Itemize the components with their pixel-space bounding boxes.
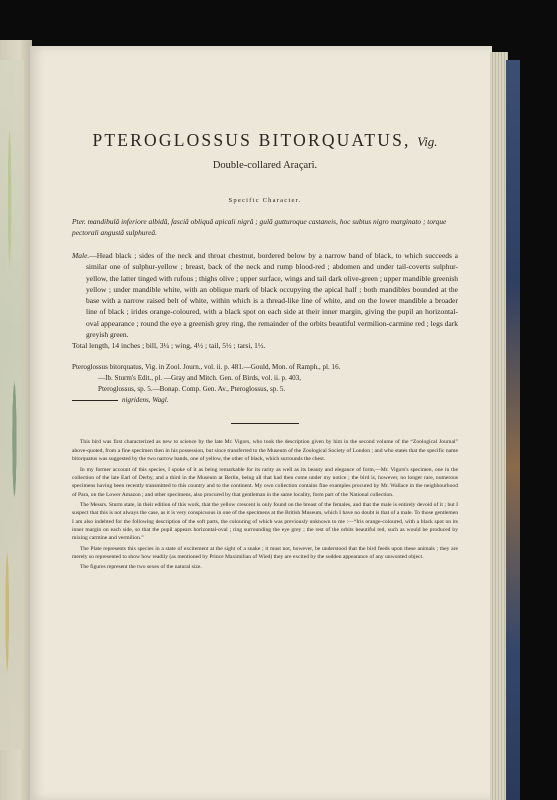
common-name: Double-collared Araçari. (212, 160, 318, 171)
authority: Vig. (417, 134, 438, 149)
facing-plate-illustration (0, 60, 24, 750)
page-text (72, 130, 458, 574)
synonym-line: Pteroglossus, sp. 5.—Bonap. Comp. Gen. Av., Pteroglossus, sp. 5. (98, 385, 286, 394)
measurements: Total length, 14 inches ; bill, 3¼ ; wing, 4½ ; tail, 5½ ; tarsi, 1½. (72, 341, 266, 351)
paragraph: The figures represent the two sexes of the natural size. (80, 564, 202, 571)
sex-label: Male. (72, 251, 90, 260)
body-text (72, 438, 458, 571)
specific-character-label: Specific Character. (228, 197, 302, 204)
ditto-rule (72, 400, 118, 401)
paragraph: This bird was first characterized as new to science by the late Mr. Vigors, who took the description given by him in the second volume of the “Zoological Journal” above-quoted, from a fine specimen then in his possession, but since transferred to the Museum of the Zoological Society of London ; and who states that the specific name bitorquatus was suggested by the two narrow bands, one of yellow, the other of black, which surrounds the chest. (72, 439, 458, 463)
paragraph: In my former account of this species, I spoke of it as being remarkable for its rarity as well as its beauty and elegance of form,—Mr. Vigors's specimen, one in the collection of the late Earl of Derby, and a third in the Museum at Berlin, being all that had then come under my notice ; the bird is, however, no longer rare, numerous specimens having been recently transmitted to this country and to the continent. My own collection contains fine examples procured by Mr. Wallace in the neighbourhood of Para, on the Lower Amazon ; and other specimens, also procured by that gentleman in the same locality, form part of the National collection. (72, 466, 458, 498)
synonym-line: Pteroglossus bitorquatus, Vig. in Zool. Journ., vol. ii. p. 481.—Gould, Mon. of Ramph., pl. 16. (72, 362, 341, 371)
paragraph: The Messrs. Sturm state, in their edition of this work, that the yellow crescent is only found on the breast of the females, and that the male is entirely devoid of it ; but I suspect that this is not always the case, as it is very conspicuous in one of the specimens at the British Museum, which I have no doubt is that of a male. To those gentlemen I am also indebted for the following description of the soft parts, the colouring of which was previously unknown to me :—“Iris orange-coloured, with a black spot on its inner margin on each side, so that the pupil appears horizontal-oval ; ring surrounding the eye grey ; the rest of the orbits beautiful red, such as would be produced by mixing carmine and vermilion.” (72, 501, 458, 542)
description (72, 250, 458, 352)
synonym-line: nigridens, Wagl. (122, 396, 169, 405)
paragraph: The Plate represents this species in a state of excitement at the sight of a snake ; it must not, however, be understood that the bird feeds upon these animals ; they are merely so represented to show how readily (as mentioned by Prince Maximilian of Wied) they are excited by the sudden appearance of any unwonted object. (72, 545, 458, 560)
male-description (72, 250, 458, 340)
section-divider (231, 423, 299, 424)
book-cover-board (506, 60, 520, 800)
species-title (72, 130, 458, 151)
scientific-name: PTEROGLOSSUS BITORQUATUS, (92, 130, 411, 150)
description-text: —Head black ; sides of the neck and throat chestnut, bordered below by a narrow band of black, to which succeeds a similar one of sulphur-yellow ; breast, back of the neck and rump blood-red ; abdomen and under tail-coverts sulphur-yellow, the latter tinged with rufous ; thighs olive ; upper surface, wings and tail dark olive-green ; upper mandible greenish yellow ; under mandible white, with an oblique mark of black occupying the apical half ; both mandibles bounded at the base with a narrow raised belt of white, within which is a thread-like line of white, and on the lower mandible a broader line of black ; irides orange-coloured, with a black spot on each side at their inner margin, giving the pupil an horizontal-oval appearance ; round the eye a greenish grey ring, the remainder of the orbits beautiful vermilion-carmine red ; legs dark greyish green. (86, 251, 458, 340)
synonym-line: —Ib. Sturm's Edit., pl. —Gray and Mitch. Gen. of Birds, vol. ii. p. 403, (98, 373, 302, 382)
synonymy (72, 362, 458, 407)
latin-diagnosis: Pter. mandibulâ inferiore albidâ, fasciâ obliquâ apicali nigrâ ; gulâ gutturoque castaneis, hoc subtus nigro marginato ; torque pectorali angustâ sulphureâ. (72, 217, 447, 237)
